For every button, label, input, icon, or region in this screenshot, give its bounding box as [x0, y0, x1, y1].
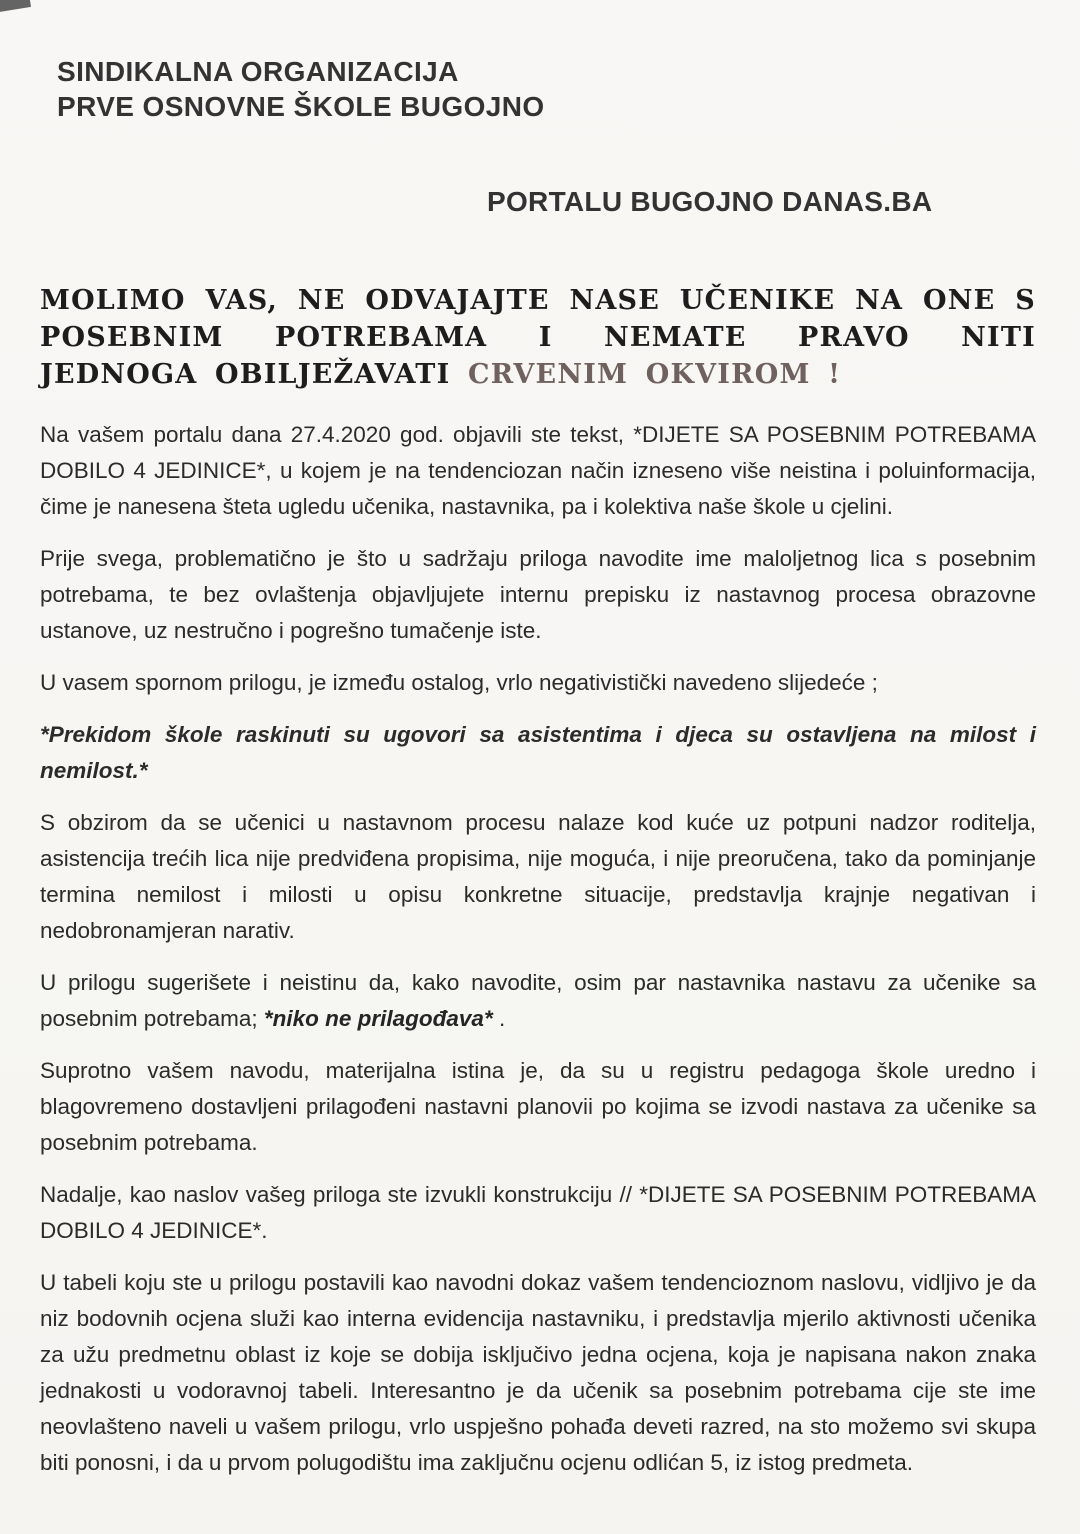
paragraph-5: S obzirom da se učenici u nastavnom procesu nalaze kod kuće uz potpuni nadzor roditelja, asistencija trećih lica nije predviđena propisima, nije moguća, i nije preoručena, tako da pominjanje termina nemilost i milosti u opisu konkretne situacije, predstavlja krajnje negativan i nedobronamjeran narativ. [40, 810, 1036, 943]
paragraph-9: U tabeli koju ste u prilogu postavili kao navodni dokaz vašem tendencioznom naslovu, vidljivo je da niz bodovnih ocjena služi kao interna evidencija nastavniku, i predstavlja mjerilo aktivnosti učenika za užu predmetnu oblast iz koje se dobija isključivo jedna ocjena, koja je napisana nakon znaka jednakosti u vodoravnoj tabeli. Interesantno je da učenik sa posebnim potrebama cije ste ime neovlašteno naveli u vašem prilogu, vrlo uspješno pohađa deveti razred, na sto možemo svi skupa biti ponosni, i da u prvom polugodištu ima zaključnu ocjenu odlićan 5, iz istog predmeta. [40, 1270, 1036, 1475]
paragraph-3: U vasem spornom prilogu, je između ostalog, vrlo negativistički navedeno slijedeće ; [40, 670, 878, 695]
paragraph-6 [40, 965, 1036, 1037]
letterhead-line2: PRVE OSNOVNE ŠKOLE BUGOJNO [57, 91, 545, 122]
letterhead-line1: SINDIKALNA ORGANIZACIJA [57, 56, 459, 87]
paragraph-6-end: . [492, 1006, 506, 1031]
scan-artifact [0, 0, 31, 13]
recipient-title: PORTALU BUGOJNO DANAS.BA [487, 186, 933, 217]
headline-red-emphasis: CRVENIM OKVIROM ! [468, 359, 842, 390]
letterhead [57, 54, 1036, 124]
paragraph-6-quote: *niko ne prilagođava* [263, 1006, 493, 1031]
headline [40, 282, 1036, 393]
headline-main-text: MOLIMO VAS, NE ODVAJAJTE NASE UČENIKE NA ONE S POSEBNIM POTREBAMA I NEMATE PRAVO NITI JEDNOGA OBILJEŽAVATI [40, 285, 1036, 390]
paragraph-7: Suprotno vašem navodu, materijalna istina je, da su u registru pedagoga škole uredno i blagovremeno dostavljeni prilagođeni nastavni planovii po kojima se izvodi nastava za učenike sa posebnim potrebama. [40, 1058, 1036, 1155]
letter-body [40, 417, 1036, 1481]
paragraph-6-text: U prilogu sugerišete i neistinu da, kako navodite, osim par nastavnika nastavu za učenike sa posebnim potrebama; [40, 970, 1036, 1031]
paragraph-8: Nadalje, kao naslov vašeg priloga ste izvukli konstrukciju // *DIJETE SA POSEBNIM POTREBAMA DOBILO 4 JEDINICE*. [40, 1182, 1036, 1243]
paragraph-1: Na vašem portalu dana 27.4.2020 god. objavili ste tekst, *DIJETE SA POSEBNIM POTREBAMA DOBILO 4 JEDINICE*, u kojem je na tendenciozan način izneseno više neistina i poluinformacija, čime je nanesena šteta ugledu učenika, nastavnika, pa i kolektiva naše škole u cjelini. [40, 422, 1036, 519]
quoted-claim: *Prekidom škole raskinuti su ugovori sa asistentima i djeca su ostavljena na milost i nemilost.* [40, 722, 1036, 783]
paragraph-2: Prije svega, problematično je što u sadržaju priloga navodite ime maloljetnog lica s posebnim potrebama, te bez ovlaštenja objavljujete internu prepisku iz nastavnog procesa obrazovne ustanove, uz nestručno i pogrešno tumačenje iste. [40, 546, 1036, 643]
